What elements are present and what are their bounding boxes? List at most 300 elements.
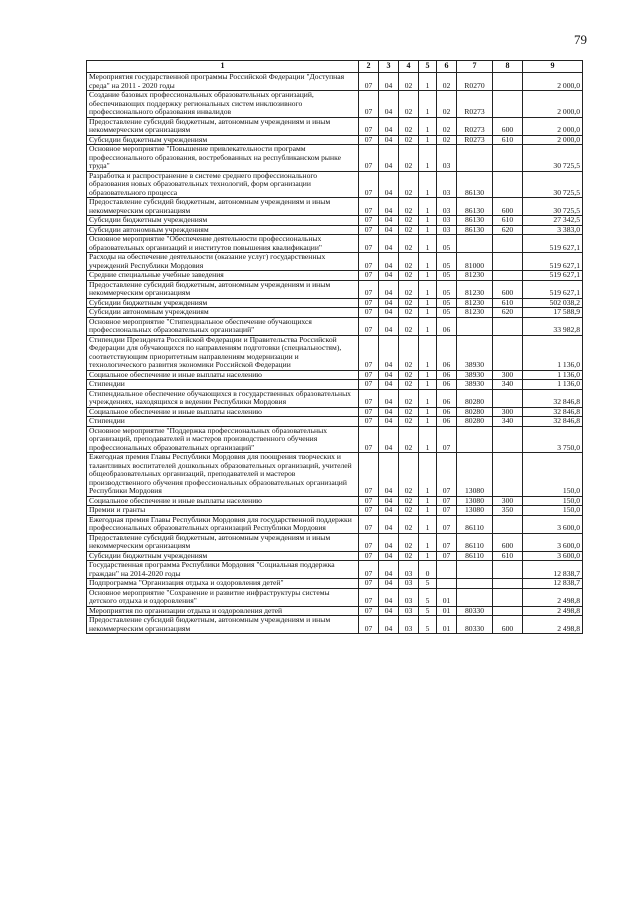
- code-activity: 06: [437, 380, 457, 390]
- code-direction: [457, 317, 493, 335]
- amount: 1 136,0: [523, 370, 583, 380]
- code-subsection: 04: [379, 579, 399, 589]
- code-subsection: 04: [379, 370, 399, 380]
- code-activity: 06: [437, 370, 457, 380]
- code-activity: 01: [437, 616, 457, 634]
- code-subsection: 04: [379, 496, 399, 506]
- code-activity: 01: [437, 606, 457, 616]
- code-direction: 13080: [457, 496, 493, 506]
- code-activity: [437, 561, 457, 579]
- table-row: [87, 370, 583, 380]
- code-subprogram: 1: [419, 91, 437, 118]
- row-description: Стипендии: [87, 417, 359, 427]
- amount: 30 725,5: [523, 145, 583, 172]
- code-section: 07: [359, 198, 379, 216]
- code-section: 07: [359, 335, 379, 370]
- row-description: Подпрограмма "Организация отдыха и оздоровления детей": [87, 579, 359, 589]
- code-expense-type: 610: [493, 551, 523, 561]
- code-activity: 07: [437, 496, 457, 506]
- code-subsection: 04: [379, 145, 399, 172]
- table-row: [87, 515, 583, 533]
- code-activity: 05: [437, 308, 457, 318]
- code-expense-type: [493, 606, 523, 616]
- code-subprogram: 5: [419, 616, 437, 634]
- code-expense-type: 610: [493, 216, 523, 226]
- page-number: 79: [574, 32, 587, 47]
- table-row: [87, 280, 583, 298]
- row-description: Предоставление субсидий бюджетным, автономным учреждениям и иным некоммерческим организациям: [87, 198, 359, 216]
- table-row: [87, 317, 583, 335]
- code-subsection: 04: [379, 426, 399, 453]
- amount: 12 838,7: [523, 579, 583, 589]
- code-subsection: 04: [379, 335, 399, 370]
- code-subprogram: 1: [419, 317, 437, 335]
- code-program: 02: [399, 335, 419, 370]
- code-direction: [457, 588, 493, 606]
- code-expense-type: [493, 453, 523, 497]
- amount: 2 000,0: [523, 117, 583, 135]
- code-subprogram: 5: [419, 606, 437, 616]
- code-direction: [457, 145, 493, 172]
- code-expense-type: [493, 235, 523, 253]
- code-subprogram: 1: [419, 271, 437, 281]
- code-expense-type: [493, 91, 523, 118]
- row-description: Субсидии бюджетным учреждениям: [87, 135, 359, 145]
- code-expense-type: 600: [493, 117, 523, 135]
- code-activity: 05: [437, 298, 457, 308]
- code-expense-type: [493, 271, 523, 281]
- table-row: [87, 579, 583, 589]
- code-subsection: 04: [379, 606, 399, 616]
- code-direction: 86130: [457, 216, 493, 226]
- row-description: Социальное обеспечение и иные выплаты населению: [87, 370, 359, 380]
- code-subsection: 04: [379, 317, 399, 335]
- code-activity: 02: [437, 91, 457, 118]
- code-activity: 07: [437, 533, 457, 551]
- code-activity: 03: [437, 171, 457, 198]
- code-expense-type: [493, 145, 523, 172]
- amount: 2 498,8: [523, 616, 583, 634]
- code-direction: R0273: [457, 117, 493, 135]
- code-direction: 80330: [457, 616, 493, 634]
- code-activity: 03: [437, 145, 457, 172]
- code-subsection: 04: [379, 506, 399, 516]
- amount: 27 342,5: [523, 216, 583, 226]
- column-header: 1: [87, 61, 359, 73]
- code-direction: 80330: [457, 606, 493, 616]
- amount: 33 982,8: [523, 317, 583, 335]
- row-description: Основное мероприятие "Сохранение и развитие инфраструктуры системы детского отдыха и оздоровления": [87, 588, 359, 606]
- table-row: [87, 606, 583, 616]
- code-section: 07: [359, 117, 379, 135]
- code-subsection: 04: [379, 417, 399, 427]
- row-description: Государственная программа Республики Мордовия "Социальная поддержка граждан" на 2014-2020 годы: [87, 561, 359, 579]
- code-program: 02: [399, 91, 419, 118]
- code-section: 07: [359, 407, 379, 417]
- code-program: 02: [399, 453, 419, 497]
- code-direction: R0273: [457, 135, 493, 145]
- code-direction: 86110: [457, 515, 493, 533]
- code-section: 07: [359, 225, 379, 235]
- amount: 3 600,0: [523, 533, 583, 551]
- code-section: 07: [359, 73, 379, 91]
- code-expense-type: [493, 73, 523, 91]
- code-section: 07: [359, 389, 379, 407]
- code-direction: 38930: [457, 335, 493, 370]
- table-row: [87, 225, 583, 235]
- code-direction: 86130: [457, 225, 493, 235]
- code-expense-type: 600: [493, 533, 523, 551]
- column-header: 6: [437, 61, 457, 73]
- code-subprogram: 1: [419, 370, 437, 380]
- code-direction: 13080: [457, 506, 493, 516]
- code-expense-type: 610: [493, 298, 523, 308]
- budget-table: [86, 60, 583, 634]
- code-activity: 06: [437, 407, 457, 417]
- code-activity: 07: [437, 551, 457, 561]
- amount: 32 846,8: [523, 407, 583, 417]
- code-subprogram: 1: [419, 198, 437, 216]
- table-row: [87, 335, 583, 370]
- code-direction: R0270: [457, 73, 493, 91]
- code-expense-type: [493, 389, 523, 407]
- row-description: Расходы на обеспечение деятельности (оказание услуг) государственных учреждений Республики Мордовия: [87, 253, 359, 271]
- code-direction: 13080: [457, 453, 493, 497]
- code-expense-type: 600: [493, 616, 523, 634]
- amount: 30 725,5: [523, 171, 583, 198]
- code-program: 02: [399, 225, 419, 235]
- code-section: 07: [359, 515, 379, 533]
- code-subsection: 04: [379, 271, 399, 281]
- amount: 2 498,8: [523, 606, 583, 616]
- code-activity: 03: [437, 198, 457, 216]
- row-description: Основное мероприятие "Поддержка профессиональных образовательных организаций, преподавателей и мастеров производственного обучения профессиональных образовательных организаций": [87, 426, 359, 453]
- code-activity: 05: [437, 253, 457, 271]
- code-section: 07: [359, 171, 379, 198]
- code-direction: 80280: [457, 389, 493, 407]
- code-subsection: 04: [379, 280, 399, 298]
- code-subsection: 04: [379, 135, 399, 145]
- amount: 1 136,0: [523, 380, 583, 390]
- code-expense-type: [493, 561, 523, 579]
- code-section: 07: [359, 616, 379, 634]
- amount: 3 750,0: [523, 426, 583, 453]
- row-description: Социальное обеспечение и иные выплаты населению: [87, 496, 359, 506]
- code-subprogram: 1: [419, 417, 437, 427]
- code-direction: 81230: [457, 298, 493, 308]
- code-subprogram: 1: [419, 216, 437, 226]
- code-subprogram: 1: [419, 380, 437, 390]
- code-expense-type: 300: [493, 407, 523, 417]
- code-expense-type: [493, 171, 523, 198]
- code-subprogram: 0: [419, 561, 437, 579]
- code-expense-type: 600: [493, 280, 523, 298]
- code-expense-type: 610: [493, 135, 523, 145]
- code-direction: 80280: [457, 417, 493, 427]
- table-row: [87, 117, 583, 135]
- code-activity: 07: [437, 515, 457, 533]
- code-section: 07: [359, 253, 379, 271]
- code-subprogram: 1: [419, 335, 437, 370]
- amount: 2 000,0: [523, 135, 583, 145]
- code-subprogram: 1: [419, 533, 437, 551]
- row-description: Создание базовых профессиональных образовательных организаций, обеспечивающих поддержку региональных систем инклюзивного профессионального образования инвалидов: [87, 91, 359, 118]
- amount: 150,0: [523, 506, 583, 516]
- code-section: 07: [359, 606, 379, 616]
- code-direction: 86130: [457, 171, 493, 198]
- amount: 32 846,8: [523, 417, 583, 427]
- amount: 3 600,0: [523, 551, 583, 561]
- table-row: [87, 561, 583, 579]
- table-row: [87, 551, 583, 561]
- table-row: [87, 135, 583, 145]
- table-row: [87, 616, 583, 634]
- code-subprogram: 1: [419, 225, 437, 235]
- table-row: [87, 253, 583, 271]
- column-header-row: [87, 61, 583, 73]
- code-subsection: 04: [379, 453, 399, 497]
- code-expense-type: 340: [493, 417, 523, 427]
- code-section: 07: [359, 561, 379, 579]
- code-subsection: 04: [379, 171, 399, 198]
- code-expense-type: [493, 579, 523, 589]
- code-subsection: 04: [379, 253, 399, 271]
- row-description: Социальное обеспечение и иные выплаты населению: [87, 407, 359, 417]
- code-activity: 07: [437, 506, 457, 516]
- code-program: 02: [399, 380, 419, 390]
- code-program: 02: [399, 216, 419, 226]
- table-row: [87, 145, 583, 172]
- row-description: Основное мероприятие "Обеспечение деятельности профессиональных образовательных организаций и институтов повышения квалификации": [87, 235, 359, 253]
- code-section: 07: [359, 308, 379, 318]
- row-description: Субсидии бюджетным учреждениям: [87, 216, 359, 226]
- row-description: Стипендиальное обеспечение обучающихся в государственных образовательных учреждениях, находящихся в ведении Республики Мордовия: [87, 389, 359, 407]
- amount: 502 038,2: [523, 298, 583, 308]
- code-expense-type: [493, 515, 523, 533]
- code-subsection: 04: [379, 616, 399, 634]
- column-header: 9: [523, 61, 583, 73]
- amount: 150,0: [523, 496, 583, 506]
- code-subprogram: 1: [419, 235, 437, 253]
- code-expense-type: [493, 253, 523, 271]
- code-program: 02: [399, 271, 419, 281]
- code-subsection: 04: [379, 588, 399, 606]
- code-expense-type: 340: [493, 380, 523, 390]
- code-activity: 05: [437, 235, 457, 253]
- code-program: 02: [399, 389, 419, 407]
- code-section: 07: [359, 506, 379, 516]
- code-program: 02: [399, 533, 419, 551]
- code-activity: 03: [437, 216, 457, 226]
- code-section: 07: [359, 380, 379, 390]
- row-description: Разработка и распространение в системе среднего профессионального образования новых образовательных технологий, форм организации образовательного процесса: [87, 171, 359, 198]
- code-subsection: 04: [379, 407, 399, 417]
- code-section: 07: [359, 216, 379, 226]
- code-program: 02: [399, 370, 419, 380]
- code-activity: 05: [437, 280, 457, 298]
- code-subprogram: 1: [419, 506, 437, 516]
- code-program: 02: [399, 253, 419, 271]
- code-activity: 02: [437, 73, 457, 91]
- code-direction: 86110: [457, 551, 493, 561]
- code-program: 03: [399, 616, 419, 634]
- row-description: Субсидии бюджетным учреждениям: [87, 298, 359, 308]
- code-subprogram: 1: [419, 253, 437, 271]
- code-subsection: 04: [379, 225, 399, 235]
- code-activity: 06: [437, 389, 457, 407]
- code-direction: [457, 579, 493, 589]
- amount: 519 627,1: [523, 271, 583, 281]
- row-description: Предоставление субсидий бюджетным, автономным учреждениям и иным некоммерческим организациям: [87, 280, 359, 298]
- code-program: 02: [399, 417, 419, 427]
- code-program: 02: [399, 235, 419, 253]
- row-description: Ежегодная премия Главы Республики Мордовия для поощрения творческих и талантливых воспитателей дошкольных образовательных организаций, учителей общеобразовательных организаций, преподавателей и мастеров производственного обучения профессиональных образовательных организаций Республики Мордовия: [87, 453, 359, 497]
- code-activity: 02: [437, 117, 457, 135]
- code-program: 02: [399, 317, 419, 335]
- code-subprogram: 1: [419, 117, 437, 135]
- code-section: 07: [359, 235, 379, 253]
- code-subsection: 04: [379, 298, 399, 308]
- table-row: [87, 407, 583, 417]
- code-subprogram: 1: [419, 515, 437, 533]
- code-activity: 06: [437, 317, 457, 335]
- code-subsection: 04: [379, 533, 399, 551]
- code-section: 07: [359, 533, 379, 551]
- code-activity: 05: [437, 271, 457, 281]
- row-description: Предоставление субсидий бюджетным, автономным учреждениям и иным некоммерческим организациям: [87, 533, 359, 551]
- table-row: [87, 533, 583, 551]
- row-description: Ежегодная премия Главы Республики Мордовия для государственной поддержки профессиональных образовательных организаций Республики Мордовия: [87, 515, 359, 533]
- row-description: Предоставление субсидий бюджетным, автономным учреждениям и иным некоммерческим организациям: [87, 117, 359, 135]
- table-row: [87, 235, 583, 253]
- code-expense-type: 350: [493, 506, 523, 516]
- code-direction: 80280: [457, 407, 493, 417]
- column-header: 7: [457, 61, 493, 73]
- table-row: [87, 171, 583, 198]
- code-program: 03: [399, 561, 419, 579]
- code-expense-type: 620: [493, 225, 523, 235]
- code-direction: [457, 426, 493, 453]
- code-section: 07: [359, 496, 379, 506]
- code-section: 07: [359, 271, 379, 281]
- code-direction: [457, 235, 493, 253]
- code-subsection: 04: [379, 198, 399, 216]
- code-section: 07: [359, 453, 379, 497]
- code-subprogram: 1: [419, 407, 437, 417]
- table-row: [87, 588, 583, 606]
- code-program: 02: [399, 308, 419, 318]
- code-direction: 38930: [457, 370, 493, 380]
- row-description: Стипендии: [87, 380, 359, 390]
- code-section: 07: [359, 145, 379, 172]
- code-subprogram: 1: [419, 73, 437, 91]
- code-subsection: 04: [379, 216, 399, 226]
- code-section: 07: [359, 317, 379, 335]
- code-activity: 06: [437, 335, 457, 370]
- code-activity: 01: [437, 588, 457, 606]
- code-expense-type: 600: [493, 198, 523, 216]
- code-subsection: 04: [379, 308, 399, 318]
- code-section: 07: [359, 426, 379, 453]
- table-row: [87, 308, 583, 318]
- code-activity: 03: [437, 225, 457, 235]
- code-expense-type: [493, 317, 523, 335]
- code-program: 02: [399, 145, 419, 172]
- code-direction: [457, 561, 493, 579]
- code-program: 02: [399, 73, 419, 91]
- amount: 12 838,7: [523, 561, 583, 579]
- table-row: [87, 271, 583, 281]
- code-subprogram: 1: [419, 426, 437, 453]
- code-section: 07: [359, 280, 379, 298]
- code-activity: 02: [437, 135, 457, 145]
- row-description: Средние специальные учебные заведения: [87, 271, 359, 281]
- amount: 17 588,9: [523, 308, 583, 318]
- code-subsection: 04: [379, 551, 399, 561]
- code-program: 03: [399, 606, 419, 616]
- row-description: Субсидии бюджетным учреждениям: [87, 551, 359, 561]
- code-program: 02: [399, 117, 419, 135]
- code-direction: 86130: [457, 198, 493, 216]
- code-section: 07: [359, 551, 379, 561]
- table-row: [87, 198, 583, 216]
- code-subprogram: 1: [419, 145, 437, 172]
- column-header: 2: [359, 61, 379, 73]
- code-subprogram: 5: [419, 579, 437, 589]
- code-program: 02: [399, 506, 419, 516]
- code-program: 02: [399, 198, 419, 216]
- code-subsection: 04: [379, 73, 399, 91]
- table-row: [87, 91, 583, 118]
- amount: 519 627,1: [523, 253, 583, 271]
- code-subsection: 04: [379, 91, 399, 118]
- amount: 32 846,8: [523, 389, 583, 407]
- code-program: 02: [399, 515, 419, 533]
- amount: 150,0: [523, 453, 583, 497]
- code-direction: 86110: [457, 533, 493, 551]
- table-row: [87, 380, 583, 390]
- code-activity: [437, 579, 457, 589]
- code-subsection: 04: [379, 561, 399, 579]
- code-subsection: 04: [379, 235, 399, 253]
- amount: 2 000,0: [523, 91, 583, 118]
- row-description: Предоставление субсидий бюджетным, автономным учреждениям и иным некоммерческим организациям: [87, 616, 359, 634]
- code-expense-type: 300: [493, 370, 523, 380]
- code-subsection: 04: [379, 117, 399, 135]
- code-direction: 38930: [457, 380, 493, 390]
- code-expense-type: [493, 335, 523, 370]
- code-subprogram: 1: [419, 496, 437, 506]
- row-description: Основное мероприятие "Повышение привлекательности программ профессионального образования, востребованных на республиканском рынке труда": [87, 145, 359, 172]
- amount: 30 725,5: [523, 198, 583, 216]
- code-subprogram: 1: [419, 171, 437, 198]
- code-program: 03: [399, 588, 419, 606]
- code-direction: R0273: [457, 91, 493, 118]
- code-direction: 81230: [457, 308, 493, 318]
- code-activity: 06: [437, 417, 457, 427]
- code-program: 02: [399, 171, 419, 198]
- code-program: 02: [399, 551, 419, 561]
- code-subprogram: 1: [419, 389, 437, 407]
- code-program: 02: [399, 407, 419, 417]
- code-subprogram: 1: [419, 298, 437, 308]
- code-subprogram: 1: [419, 308, 437, 318]
- code-activity: 07: [437, 453, 457, 497]
- code-section: 07: [359, 370, 379, 380]
- code-section: 07: [359, 135, 379, 145]
- code-activity: 07: [437, 426, 457, 453]
- code-section: 07: [359, 588, 379, 606]
